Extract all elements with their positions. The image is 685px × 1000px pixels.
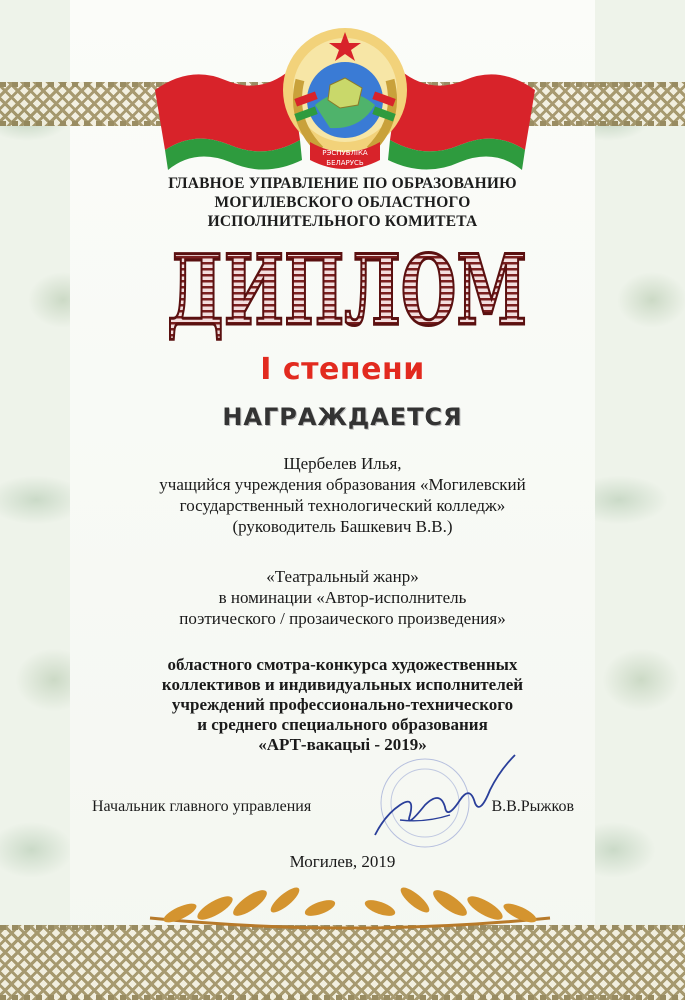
belarus-emblem-with-flags	[150, 10, 540, 175]
diploma-title	[160, 232, 535, 347]
recipient-line: государственный технологический колледж»	[179, 496, 506, 515]
organization-line: ГЛАВНОЕ УПРАВЛЕНИЕ ПО ОБРАЗОВАНИЮ	[168, 175, 517, 192]
laurel-branch-ornament	[140, 878, 560, 938]
recipient-block	[0, 453, 685, 537]
contest-line: учреждений профессионально-технического	[171, 695, 514, 714]
handwritten-signature-with-stamp	[355, 745, 520, 855]
contest-line: областного смотра-конкурса художественных	[167, 655, 518, 674]
contest-line: «АРТ-вакацыі - 2019»	[258, 735, 427, 754]
contest-line: коллективов и индивидуальных исполнителей	[161, 675, 524, 694]
emblem-ribbon-text-bottom: БЕЛАРУСЬ	[326, 159, 364, 167]
contest-block	[0, 655, 685, 755]
diploma-title-text: ДИПЛОМ	[167, 234, 527, 347]
category-block	[0, 566, 685, 629]
signatory-name: В.В.Рыжков	[491, 798, 574, 815]
recipient-line: (руководитель Башкевич В.В.)	[232, 517, 453, 536]
signatory-position: Начальник главного управления	[92, 798, 312, 815]
category-line: поэтического / прозаического произведения»	[179, 609, 506, 628]
recipient-line: учащийся учреждения образования «Могилевский	[159, 475, 526, 494]
degree-label: I степени	[260, 352, 425, 387]
awarded-heading: НАГРАЖДАЕТСЯ	[222, 403, 463, 431]
organization-line: ИСПОЛНИТЕЛЬНОГО КОМИТЕТА	[207, 213, 478, 230]
organization-heading	[0, 174, 685, 231]
category-line: в номинации «Автор-исполнитель	[218, 588, 467, 607]
category-line: «Театральный жанр»	[266, 567, 419, 586]
organization-line: МОГИЛЕВСКОГО ОБЛАСТНОГО	[214, 194, 471, 211]
place-and-date: Могилев, 2019	[289, 852, 396, 871]
contest-line: и среднего специального образования	[197, 715, 488, 734]
emblem-ribbon-text-top: РЭСПУБЛІКА	[322, 149, 368, 157]
recipient-line: Щербелев Илья,	[283, 454, 402, 473]
